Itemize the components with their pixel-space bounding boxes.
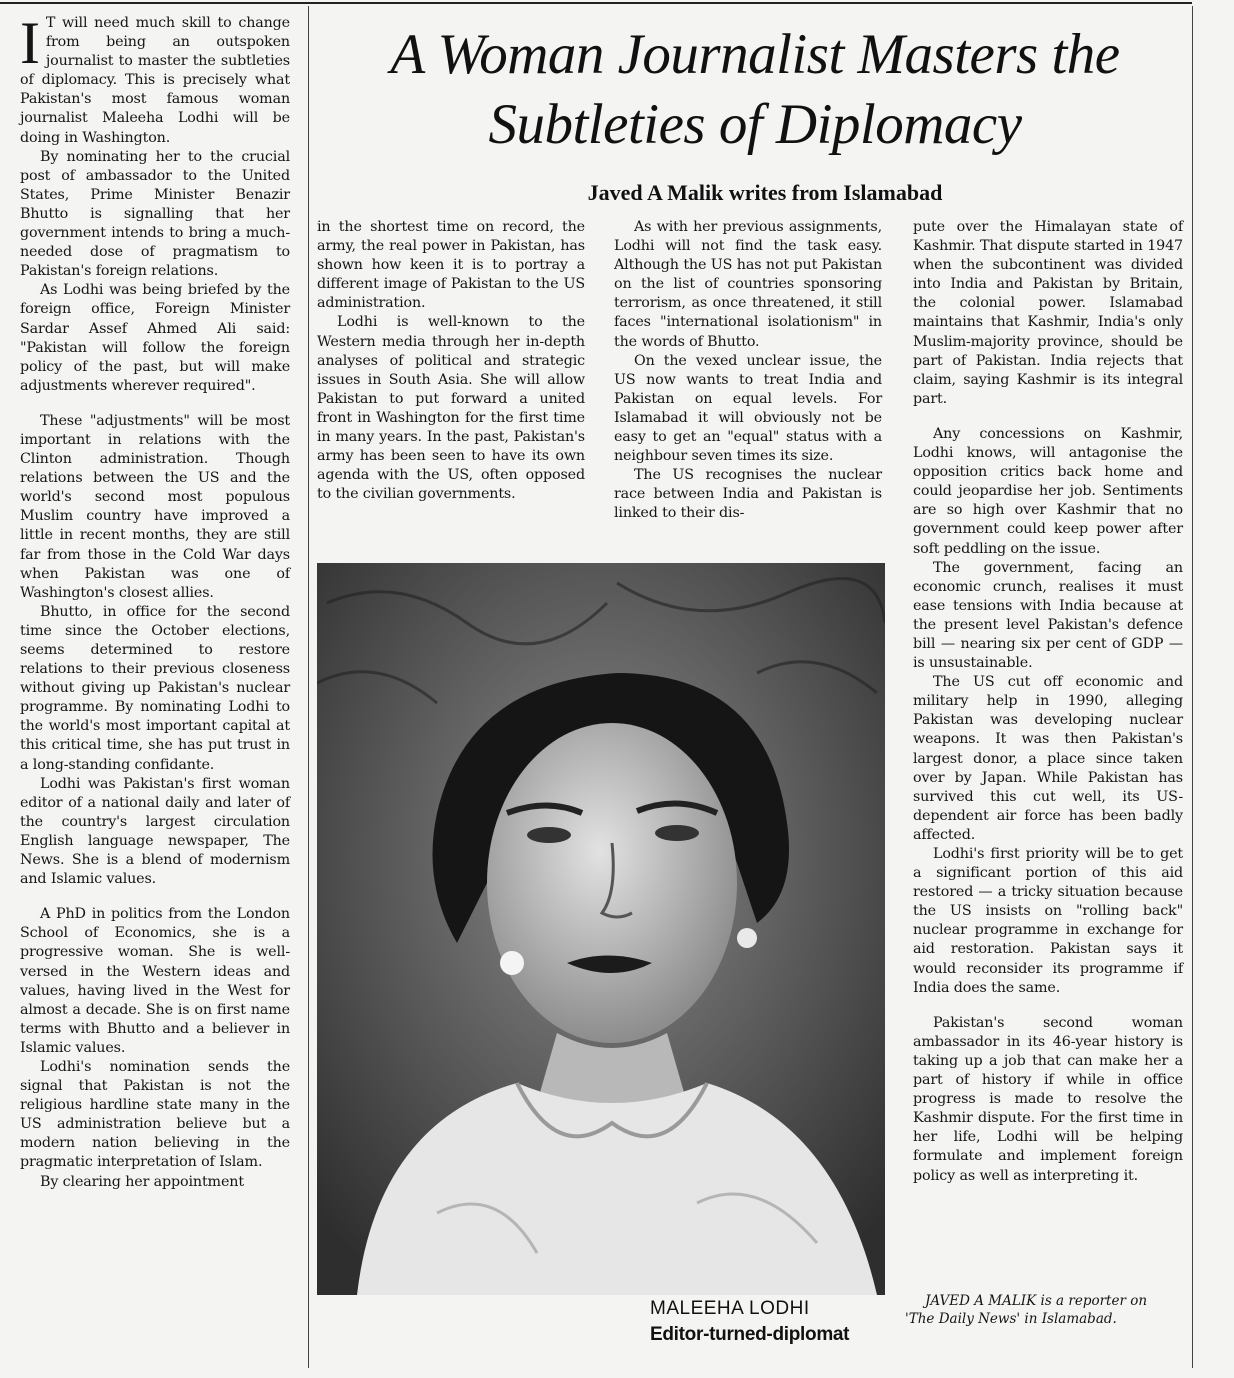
paragraph: Lodhi's first priority will be to get a significant portion of this aid restored — a tricky situation because the US insists on "rolling back" nuclear programme in exchange for aid restoration. Pakistan says it would reconsider its programme if India does the same. [913, 846, 1183, 996]
paragraph: The government, facing an economic crunch, realises it must ease tensions with India because at the present level Pakistan's defence bill — nearing six per cent of GDP — is unsustainable. [913, 559, 1183, 672]
author-tagline: JAVED A MALIK is a reporter on 'The Daily News' in Islamabad. [905, 1293, 1148, 1327]
caption-name: MALEEHA LODHI [650, 1298, 810, 1319]
paragraph: As Lodhi was being briefed by the foreign office, Foreign Minister Sardar Assef Ahmed Ali said: "Pakistan will follow the foreign policy of the past, but will make adjustments wherever required". [20, 282, 290, 394]
drop-cap: I [20, 10, 40, 76]
paragraph: Lodhi's nomination sends the signal that Pakistan is not the religious hardline state many in the US administration believe but a modern nation believing in the pragmatic interpretation of Islam. [20, 1058, 290, 1171]
top-rule [0, 2, 1192, 4]
paragraph: The US cut off economic and military help in 1990, alleging Pakistan was developing nuclear weapons. It was then Pakistan's largest donor, a place since taken over by Japan. While Pakistan has survived this cut well, its US-dependent air force has been badly affected. [913, 674, 1183, 843]
paragraph: The US recognises the nuclear race between India and Pakistan is linked to their dis- [614, 467, 882, 522]
paragraph: As with her previous assignments, Lodhi will not find the task easy. Although the US has not put Pakistan on the list of countries sponsoring terrorism, as once threatened, it still faces "international isolationism" in the words of Bhutto. [614, 219, 882, 350]
paragraph: Bhutto, in office for the second time since the October elections, seems determined to restore relations to their previous closeness without giving up Pakistan's nuclear programme. By nominating Lodhi to the world's most important capital at this critical time, she has put trust in a long-standing confidante. [20, 603, 290, 773]
portrait-photo [317, 563, 885, 1295]
paragraph: Lodhi was Pakistan's first woman editor of a national daily and later of the country's largest circulation English language newspaper, The News. She is a blend of modernism and Islamic values. [20, 775, 290, 888]
column-3 [614, 218, 882, 524]
paragraph: Any concessions on Kashmir, Lodhi knows, will antagonise the opposition critics back home and could jeopardise her job. Sentiments are so high over Kashmir that no government could keep power after soft peddling on the issue. [913, 425, 1183, 557]
column-2 [317, 218, 585, 504]
column-1 [20, 10, 290, 1192]
paragraph: pute over the Himalayan state of Kashmir. That dispute started in 1947 when the subcontinent was divided into India and Pakistan by Britain, the colonial power. Islamabad maintains that Kashmir, India's only Muslim-majority province, should be part of Pakistan. India rejects that claim, saying Kashmir is its integral part. [913, 219, 1183, 407]
column-rule [308, 6, 309, 1368]
byline: Javed A Malik writes from Islamabad [587, 180, 943, 205]
photo-caption [650, 1298, 900, 1346]
paragraph: Lodhi is well-known to the Western media through her in-depth analyses of political and strategic issues in South Asia. She will allow Pakistan to put forward a united front in Washington for the first time in many years. In the past, Pakistan's army has been seen to have its own agenda with the US, often opposed to the civilian governments. [317, 314, 585, 503]
column-4 [913, 218, 1183, 1186]
portrait-illustration [317, 563, 885, 1295]
paragraph: By nominating her to the crucial post of ambassador to the United States, Prime Minister Benazir Bhutto is signalling that her government intends to bring a much-needed dose of pragmatism to Pakistan's foreign relations. [20, 148, 290, 280]
column-rule-right [1192, 6, 1193, 1368]
paragraph: By clearing her appointment [40, 1173, 244, 1190]
paragraph: These "adjustments" will be most important in relations with the Clinton administration. Though relations between the US and the world's second most populous Muslim country have improved a little in recent months, they are still far from those in the Cold War days when Pakistan was one of Washington's closest allies. [20, 412, 290, 601]
paragraph: Pakistan's second woman ambassador in its 46-year history is taking up a job that can make her a part of history if while in office progress is made to resolve the Kashmir dispute. For the first time in her life, Lodhi will be helping formulate and implement foreign policy as well as interpreting it. [913, 1014, 1183, 1184]
paragraph: in the shortest time on record, the army, the real power in Pakistan, has shown how keen it is to portray a different image of Pakistan to the US administration. [317, 219, 585, 312]
caption-subtitle: Editor-turned-diplomat [650, 1324, 850, 1345]
paragraph: On the vexed unclear issue, the US now wants to treat India and Pakistan on equal levels. For Islamabad it will obviously not be easy to get an "equal" status with a neighbour seven times its size. [614, 352, 882, 465]
headline: A Woman Journalist Masters the Subtleties of Diplomacy [390, 23, 1120, 156]
paragraph: I T will need much skill to change from being an outspoken journalist to master the subtleties of diplomacy. This is precisely what Pakistan's most famous woman journalist Maleeha Lodhi will be doing in Washington. [20, 10, 290, 146]
paragraph: A PhD in politics from the London School of Economics, she is a progressive woman. She is well-versed in the Western ideas and values, having lived in the West for almost a decade. She is on first name terms with Bhutto and a believer in Islamic values. [20, 906, 290, 1056]
